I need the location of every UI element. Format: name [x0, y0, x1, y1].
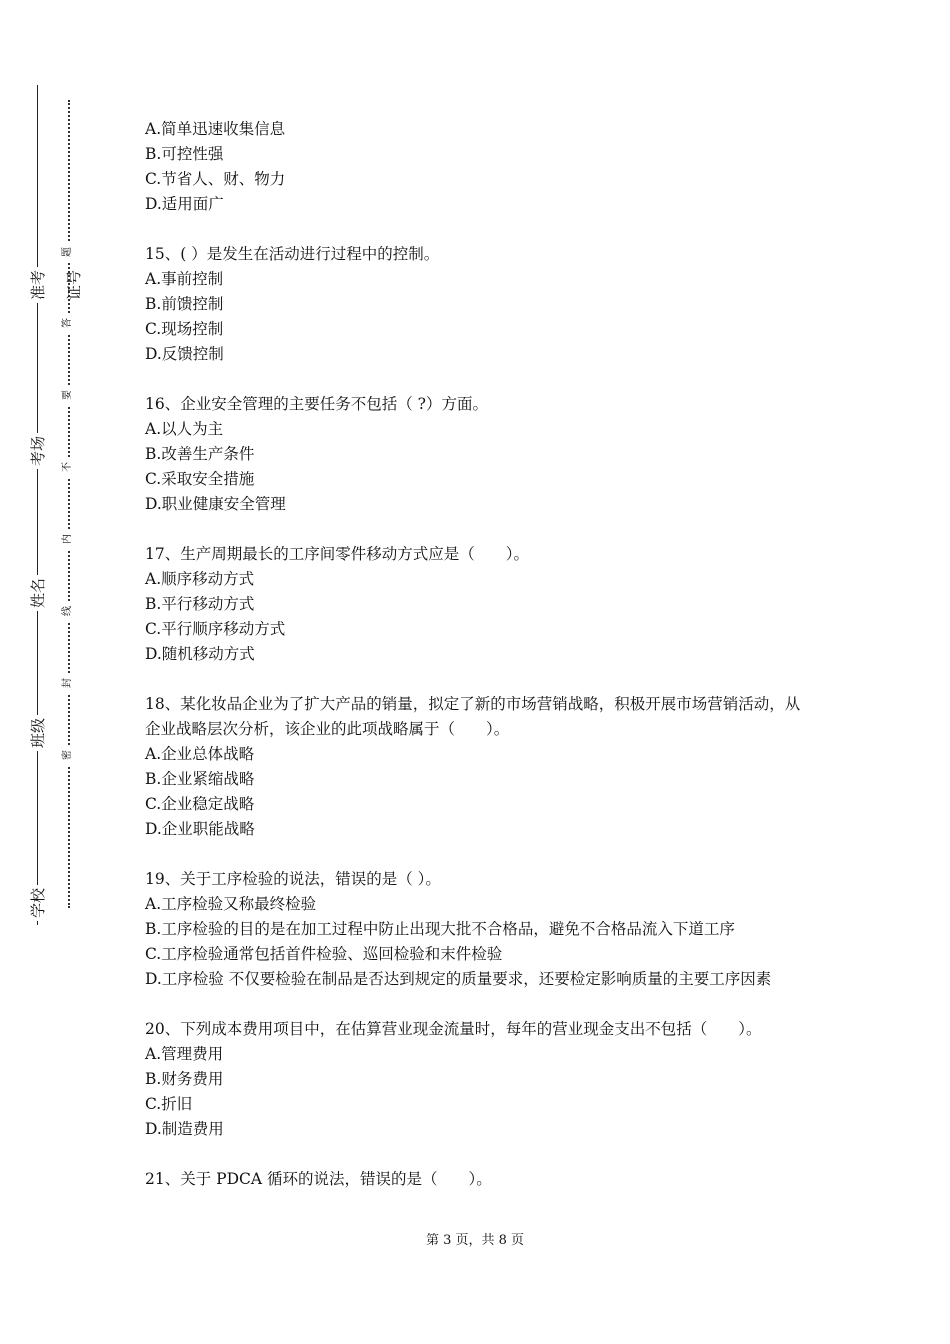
question-stem: 15、( ）是发生在活动进行过程中的控制。: [145, 245, 440, 263]
option: B.财务费用: [145, 1070, 224, 1088]
exam-id-label: 准考证号: [20, 267, 56, 303]
option: C.平行顺序移动方式: [145, 620, 286, 638]
option: C.采取安全措施: [145, 470, 255, 488]
question-21: [145, 1167, 810, 1192]
question-stem: 21、关于 PDCA 循环的说法，错误的是（ ）。: [145, 1170, 492, 1188]
question-16: [145, 392, 810, 517]
school-label: 学校: [20, 885, 56, 921]
option: D.随机移动方式: [145, 645, 255, 663]
option: B.改善生产条件: [145, 445, 255, 463]
option: A.以人为主: [145, 420, 224, 438]
question-stem: 17、生产周期最长的工序间零件移动方式应是（ ）。: [145, 545, 529, 563]
seal-char: 题: [58, 242, 78, 262]
question-18: [145, 692, 810, 842]
option: C.工序检验通常包括首件检验、巡回检验和末件检验: [145, 945, 503, 963]
option: D.工序检验 不仅要检验在制品是否达到规定的质量要求，还要检定影响质量的主要工序因素: [145, 970, 772, 988]
question-17: [145, 542, 810, 667]
question-list: [145, 117, 810, 1217]
seal-char: 密: [58, 745, 78, 765]
option: C.企业稳定战略: [145, 795, 255, 813]
seal-char: 线: [58, 601, 78, 621]
seal-char: 不: [58, 457, 78, 477]
option: A.企业总体战略: [145, 745, 255, 763]
seal-dotted-line: [68, 100, 70, 908]
seal-char: 封: [58, 673, 78, 693]
seal-char: 内: [58, 529, 78, 549]
option: D.企业职能战略: [145, 820, 255, 838]
option: A.顺序移动方式: [145, 570, 255, 588]
seal-char: 答: [58, 313, 78, 333]
option: B.可控性强: [145, 145, 224, 163]
option: D.适用面广: [145, 195, 224, 213]
question-stem: 19、关于工序检验的说法，错误的是（ ）。: [145, 870, 441, 888]
option: C.折旧: [145, 1095, 193, 1113]
question-15: [145, 242, 810, 367]
class-label: 班级: [20, 715, 56, 751]
option: D.制造费用: [145, 1120, 224, 1138]
option: B.工序检验的目的是在加工过程中防止出现大批不合格品，避免不合格品流入下道工序: [145, 920, 735, 938]
option: A.事前控制: [145, 270, 224, 288]
option: D.反馈控制: [145, 345, 224, 363]
exam-room-label: 考场: [20, 433, 56, 469]
binding-margin: [0, 0, 90, 1344]
seal-char: 要: [58, 385, 78, 405]
question-14-continued: [145, 117, 810, 217]
option: A.简单迅速收集信息: [145, 120, 286, 138]
option: A.管理费用: [145, 1045, 224, 1063]
option: C.现场控制: [145, 320, 224, 338]
option: A.工序检验又称最终检验: [145, 895, 317, 913]
question-stem: 16、企业安全管理的主要任务不包括（ ?）方面。: [145, 395, 488, 413]
question-20: [145, 1017, 810, 1142]
question-19: [145, 867, 810, 992]
name-label: 姓名: [20, 575, 56, 611]
question-stem: 20、下列成本费用项目中，在估算营业现金流量时，每年的营业现金支出不包括（ ）。: [145, 1020, 762, 1038]
question-stem: 18、某化妆品企业为了扩大产品的销量，拟定了新的市场营销战略，积极开展市场营销活动，从企业战略层次分析，该企业的此项战略属于（ ）。: [145, 695, 801, 738]
option: D.职业健康安全管理: [145, 495, 286, 513]
option: B.前馈控制: [145, 295, 224, 313]
option: B.平行移动方式: [145, 595, 255, 613]
page-number-footer: 第 3 页，共 8 页: [425, 1233, 525, 1248]
binding-solid-line: [37, 85, 38, 925]
option: B.企业紧缩战略: [145, 770, 255, 788]
option: C.节省人、财、物力: [145, 170, 286, 188]
